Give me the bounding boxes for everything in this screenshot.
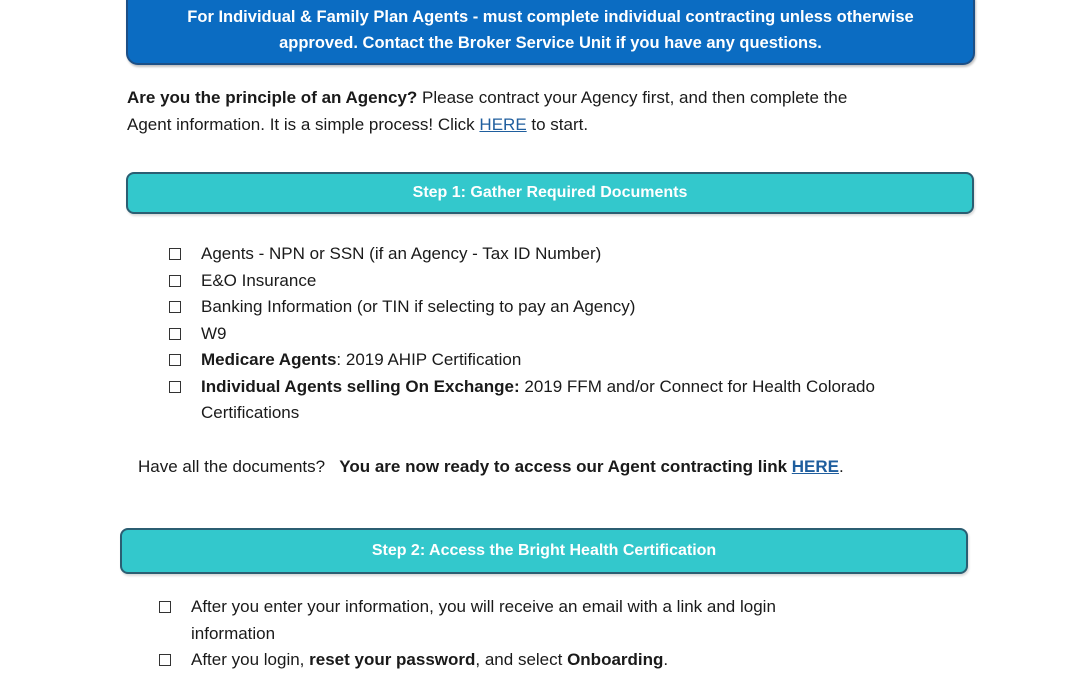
checkbox-icon[interactable] [169, 328, 181, 340]
ready-statement: You are now ready to access our Agent contracting link [339, 457, 792, 476]
contracting-here-link[interactable]: HERE [791, 457, 840, 476]
list-item: E&O Insurance [169, 268, 969, 295]
list-item: W9 [169, 321, 969, 348]
step2-title: Step 2: Access the Bright Health Certification [371, 542, 717, 559]
list-item: After you enter your information, you will receive an email with a link and login information [159, 594, 959, 647]
step2-checklist [159, 594, 959, 674]
step1-header [126, 172, 974, 214]
contracting-notice-banner [126, 0, 975, 65]
agency-note-text-2: Agent information. It is a simple process! Click [127, 115, 480, 134]
checkbox-icon[interactable] [169, 275, 181, 287]
ready-question: Have all the documents? [138, 457, 340, 476]
banner-line-1: For Individual & Family Plan Agents - must complete individual contracting unless otherwise [187, 8, 914, 26]
banner-line-2: approved. Contact the Broker Service Unit if you have any questions. [279, 34, 822, 52]
agency-note-text-3: to start. [526, 115, 589, 134]
step1-title: Step 1: Gather Required Documents [412, 184, 688, 201]
list-item: After you login, reset your password, and select Onboarding. [159, 647, 959, 674]
agency-question: Are you the principle of an Agency? [127, 88, 418, 107]
list-item: Agents - NPN or SSN (if an Agency - Tax ID Number) [169, 241, 969, 268]
ready-line: Have all the documents? You are now ready to access our Agent contracting link HERE. [138, 457, 844, 476]
checkbox-icon[interactable] [169, 248, 181, 260]
step2-header [120, 528, 968, 574]
checkbox-icon[interactable] [169, 354, 181, 366]
checkbox-icon[interactable] [159, 654, 171, 666]
list-item: Banking Information (or TIN if selecting to pay an Agency) [169, 294, 969, 321]
agency-note [127, 84, 967, 138]
checkbox-icon[interactable] [169, 381, 181, 393]
checkbox-icon[interactable] [169, 301, 181, 313]
list-item: Medicare Agents: 2019 AHIP Certification [169, 347, 969, 374]
list-item: Individual Agents selling On Exchange: 2019 FFM and/or Connect for Health Colorado Certifications [169, 374, 969, 427]
agency-note-text-1: Please contract your Agency first, and then complete the [417, 88, 848, 107]
agency-here-link[interactable]: HERE [479, 115, 527, 134]
step1-checklist [169, 241, 969, 427]
checkbox-icon[interactable] [159, 601, 171, 613]
